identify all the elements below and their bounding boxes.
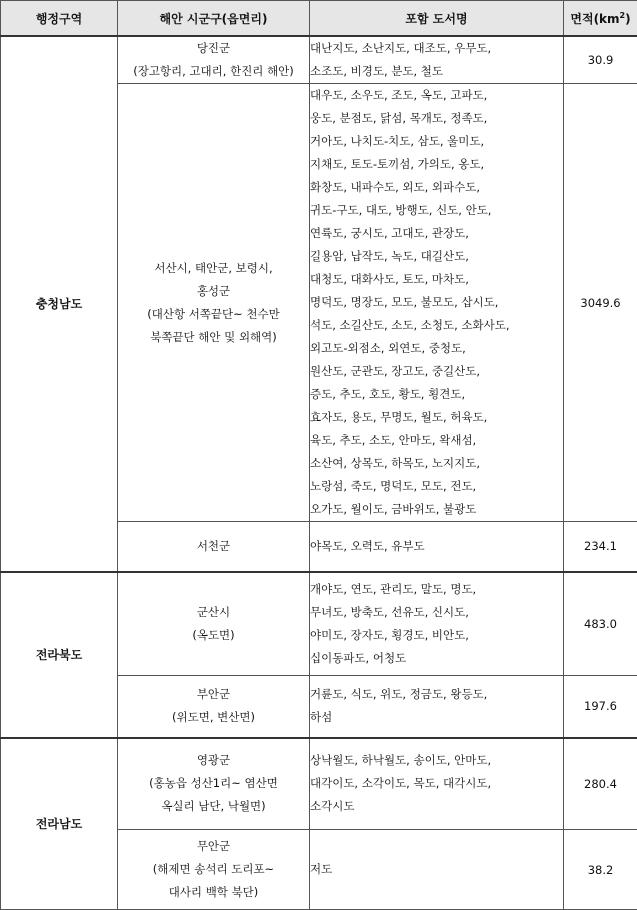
text-line: 연륙도, 궁시도, 고대도, 관장도, bbox=[310, 222, 563, 245]
text-line: 거아도, 나치도-치도, 삼도, 울미도, bbox=[310, 130, 563, 153]
text-line: (위도면, 변산면) bbox=[118, 706, 309, 729]
text-line: 개야도, 연도, 관리도, 말도, 명도, bbox=[310, 578, 563, 601]
text-line: 오가도, 월이도, 금바위도, 불광도 bbox=[310, 498, 563, 521]
text-line: 웅도, 분점도, 닭섬, 목개도, 정족도, bbox=[310, 107, 563, 130]
area-cell: 483.0 bbox=[564, 572, 637, 676]
text-line: (해제면 송석리 도리포~ bbox=[118, 858, 309, 881]
text-line: 소산여, 상목도, 하목도, 노지지도, bbox=[310, 452, 563, 475]
text-line: 외고도-외점소, 외연도, 중청도, bbox=[310, 337, 563, 360]
table-row bbox=[1, 36, 637, 84]
islands-cell bbox=[310, 830, 564, 910]
region-jeonbuk: 전라북도 bbox=[1, 572, 118, 738]
region-jeonnam: 전라남도 bbox=[1, 738, 118, 910]
table-row bbox=[1, 738, 637, 830]
text-line: 군산시 bbox=[118, 601, 309, 624]
text-line: 소조도, 비경도, 분도, 철도 bbox=[310, 60, 563, 83]
table-row bbox=[1, 572, 637, 676]
header-islands: 포함 도서명 bbox=[310, 1, 564, 37]
header-area-superscript: 2 bbox=[620, 11, 626, 20]
text-line: 영광군 bbox=[118, 749, 309, 772]
text-line: 대청도, 대화사도, 토도, 마차도, bbox=[310, 268, 563, 291]
text-line: 화창도, 내파수도, 외도, 외파수도, bbox=[310, 176, 563, 199]
text-line: 서산시, 태안군, 보령시, bbox=[118, 257, 309, 280]
text-line: 대각이도, 소각이도, 목도, 대각시도, bbox=[310, 772, 563, 795]
area-cell: 30.9 bbox=[564, 36, 637, 84]
text-line: 대난지도, 소난지도, 대조도, 우무도, bbox=[310, 37, 563, 60]
text-line: 야미도, 장자도, 횡경도, 비안도, bbox=[310, 624, 563, 647]
text-line: 북쪽끝단 해안 및 외해역) bbox=[118, 326, 309, 349]
text-line: 소각시도 bbox=[310, 795, 563, 818]
area-cell: 38.2 bbox=[564, 830, 637, 910]
text-line: (옥도면) bbox=[118, 624, 309, 647]
header-area-close: ) bbox=[625, 12, 630, 26]
text-line: 석도, 소길산도, 소도, 소청도, 소화사도, bbox=[310, 314, 563, 337]
header-area-text: 면적(km bbox=[570, 12, 619, 26]
text-line: (대산항 서쪽끝단~ 천수만 bbox=[118, 303, 309, 326]
islands-cell bbox=[310, 676, 564, 738]
county-cell bbox=[118, 738, 310, 830]
text-line: (장고항리, 고대리, 한진리 해안) bbox=[118, 60, 309, 83]
county-cell bbox=[118, 676, 310, 738]
area-cell: 3049.6 bbox=[564, 84, 637, 522]
text-line: 십이동파도, 어청도 bbox=[310, 647, 563, 670]
county-cell bbox=[118, 522, 310, 572]
text-line: 명덕도, 명장도, 모도, 불모도, 삽시도, bbox=[310, 291, 563, 314]
text-line: 육도, 추도, 소도, 안마도, 왁새섬, bbox=[310, 429, 563, 452]
text-line: 무녀도, 방축도, 선유도, 신시도, bbox=[310, 601, 563, 624]
text-line: 저도 bbox=[310, 858, 563, 881]
area-cell: 197.6 bbox=[564, 676, 637, 738]
header-county: 해안 시군구(읍면리) bbox=[118, 1, 310, 37]
county-cell bbox=[118, 572, 310, 676]
text-line: 야목도, 오력도, 유부도 bbox=[310, 535, 563, 558]
text-line: 귀도-구도, 대도, 방행도, 신도, 안도, bbox=[310, 199, 563, 222]
text-line: (홍농읍 성산1리~ 염산면 bbox=[118, 772, 309, 795]
islands-cell bbox=[310, 36, 564, 84]
text-line: 원산도, 군관도, 장고도, 중길산도, bbox=[310, 360, 563, 383]
text-line: 증도, 추도, 호도, 황도, 횡견도, bbox=[310, 383, 563, 406]
text-line: 대사리 백학 북단) bbox=[118, 881, 309, 904]
county-cell bbox=[118, 84, 310, 522]
text-line: 당진군 bbox=[118, 37, 309, 60]
text-line: 하섬 bbox=[310, 706, 563, 729]
header-region: 행정구역 bbox=[1, 1, 118, 37]
islands-cell bbox=[310, 522, 564, 572]
text-line: 홍성군 bbox=[118, 280, 309, 303]
text-line: 길용암, 납작도, 녹도, 대길산도, bbox=[310, 245, 563, 268]
islands-cell bbox=[310, 84, 564, 522]
islands-cell bbox=[310, 738, 564, 830]
header-area bbox=[564, 1, 637, 37]
area-cell: 280.4 bbox=[564, 738, 637, 830]
area-cell: 234.1 bbox=[564, 522, 637, 572]
county-cell bbox=[118, 830, 310, 910]
text-line: 무안군 bbox=[118, 835, 309, 858]
text-line: 옥실리 남단, 낙월면) bbox=[118, 795, 309, 818]
text-line: 부안군 bbox=[118, 683, 309, 706]
text-line: 지채도, 토도-토끼섬, 가의도, 옹도, bbox=[310, 153, 563, 176]
header-row bbox=[1, 1, 637, 37]
text-line: 노랑섬, 죽도, 명덕도, 모도, 전도, bbox=[310, 475, 563, 498]
text-line: 상낙월도, 하낙월도, 송이도, 안마도, bbox=[310, 749, 563, 772]
text-line: 대우도, 소우도, 조도, 옥도, 고파도, bbox=[310, 84, 563, 107]
text-line: 서천군 bbox=[118, 535, 309, 558]
islands-cell bbox=[310, 572, 564, 676]
text-line: 효자도, 용도, 무명도, 월도, 허육도, bbox=[310, 406, 563, 429]
region-chungnam: 충청남도 bbox=[1, 36, 118, 572]
county-cell bbox=[118, 36, 310, 84]
text-line: 거륜도, 식도, 위도, 정금도, 왕등도, bbox=[310, 683, 563, 706]
